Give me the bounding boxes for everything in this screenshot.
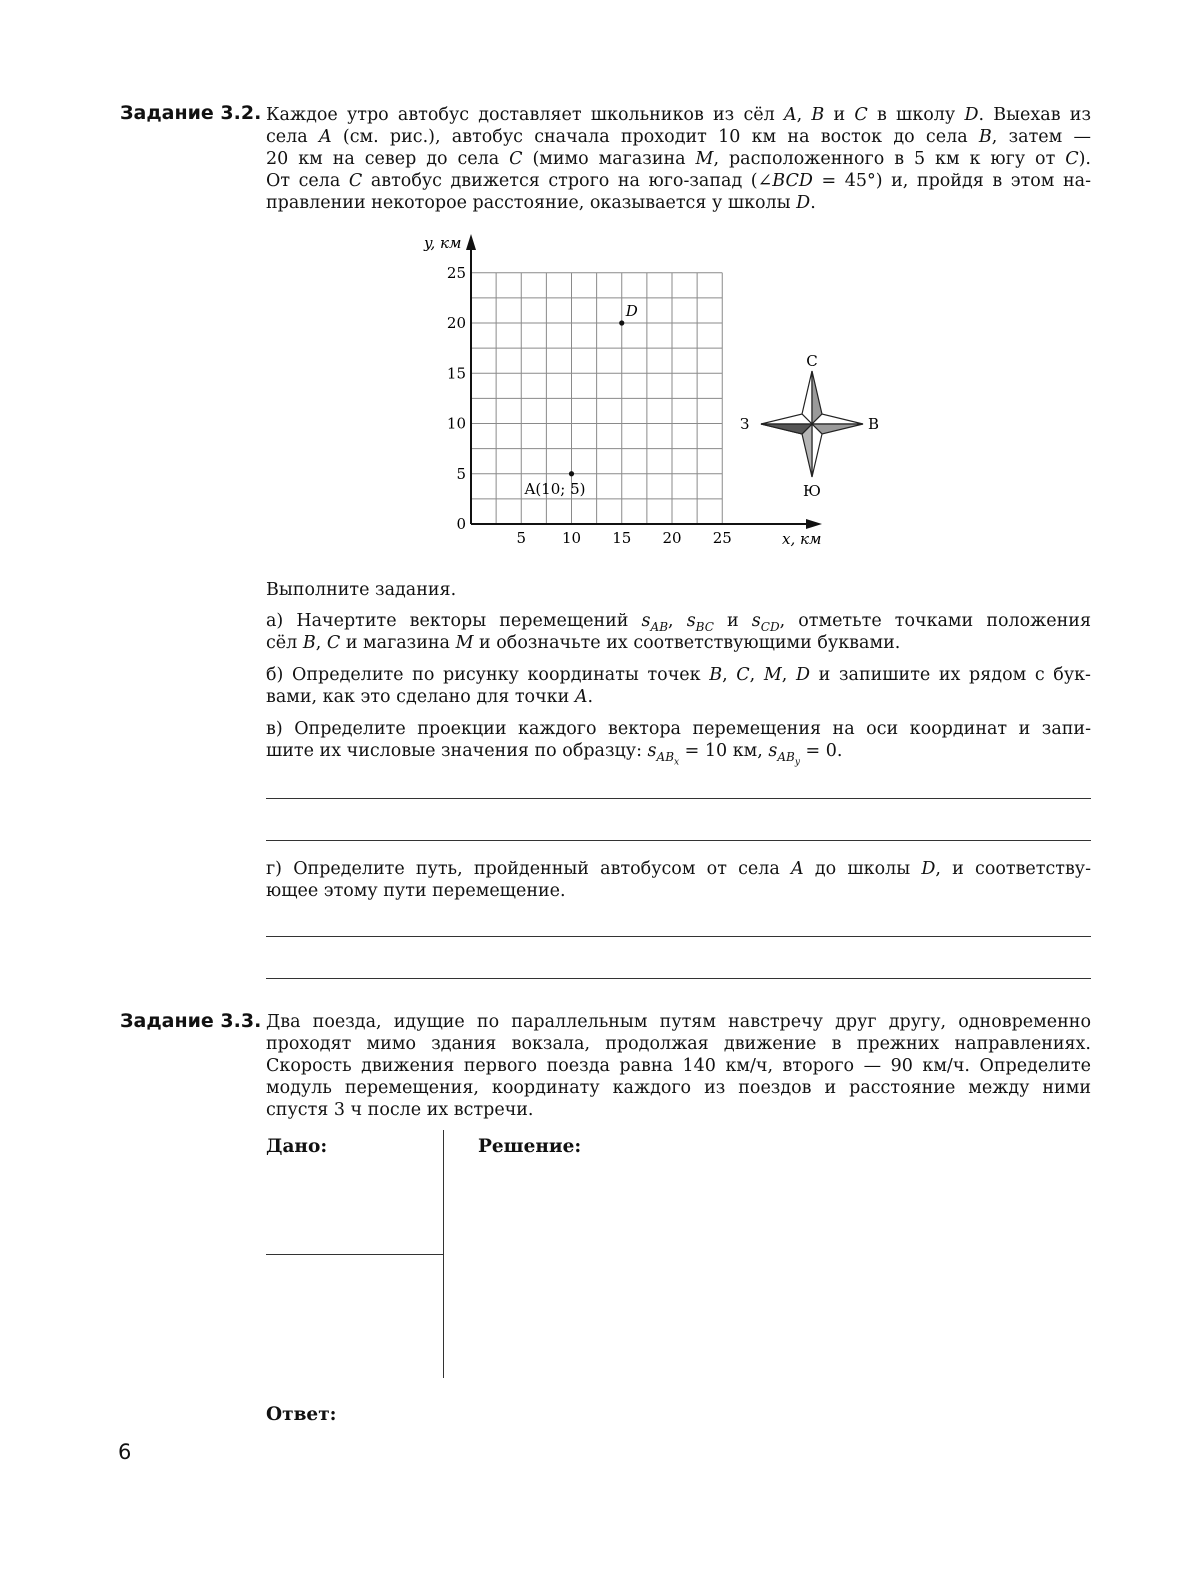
given-field[interactable]: [266, 1150, 436, 1250]
y-tick-label: 15: [446, 364, 466, 383]
data-point-label: D: [625, 302, 638, 320]
answer-line[interactable]: [266, 798, 1091, 799]
task-3-3-line-5: спустя 3 ч после их встречи.: [266, 1100, 534, 1120]
answer-line[interactable]: [266, 978, 1091, 979]
item-g-line-1: г) Определите путь, пройденный автобусом от села A до школы D, и соответству-: [266, 859, 1092, 879]
given-find-divider: [266, 1254, 444, 1255]
y-axis-arrow: [466, 234, 476, 250]
vector-s-ab: $s_{AB}$: [641, 611, 669, 634]
answer-field[interactable]: [340, 1400, 1090, 1430]
coordinate-grid-figure: [0, 0, 1200, 600]
compass-rose-icon: [761, 371, 863, 477]
y-tick-label: 5: [456, 464, 466, 483]
y-tick-label: 20: [446, 314, 466, 332]
given-label: Дано:: [266, 1136, 328, 1157]
x-tick-label: 20: [662, 529, 682, 547]
solution-label: Решение:: [478, 1136, 582, 1157]
task-3-2-line-2: села A (см. рис.), автобус сначала проходит 10 км на восток до села B, затем —: [266, 127, 1091, 147]
solution-field[interactable]: [460, 1160, 1090, 1370]
x-axis-label: x, км: [782, 530, 822, 548]
task-3-3-text: [266, 1011, 1091, 1121]
vector-s-cd: $s_{CD}$: [751, 611, 780, 634]
axes: [466, 234, 822, 529]
data-points: [524, 302, 638, 498]
item-v-line-1: в) Определите проекции каждого вектора перемещения на оси координат и запи-: [266, 719, 1091, 739]
task-3-3-line-3: Скорость движения первого поезда равна 140 км/ч, второго — 90 км/ч. Определите: [266, 1056, 1091, 1076]
item-b-line-1: б) Определите по рисунку координаты точек B, C, M, D и запишите их рядом с бук-: [266, 665, 1091, 685]
compass-north-label: С: [806, 352, 818, 370]
answer-line[interactable]: [266, 936, 1091, 937]
item-g-line-2: ющее этому пути перемещение.: [266, 881, 566, 901]
instructions-intro: Выполните задания.: [266, 580, 457, 600]
compass-east-label: В: [868, 415, 880, 433]
y-tick-label: 25: [446, 263, 466, 282]
task-3-2-line-3: 20 км на север до села C (мимо магазина M, расположенного в 5 км к югу от C).: [266, 149, 1091, 169]
compass-south-label: Ю: [803, 482, 821, 500]
item-v-line-2: шите их числовые значения по образцу: $s_{AB_x} = 10$ км, $s_{AB_y} = 0$.: [266, 741, 843, 767]
y-tick-label: 10: [446, 414, 466, 433]
task-3-3-label: Задание 3.3.: [120, 1010, 262, 1032]
x-tick-label: 10: [561, 529, 582, 547]
x-tick-labels: [516, 529, 731, 547]
data-point: [619, 320, 624, 325]
grid-lines: [471, 273, 722, 524]
item-b: [266, 664, 1091, 708]
data-point-label: A(10; 5): [524, 479, 586, 498]
compass-west-label: З: [740, 415, 750, 433]
task-3-3-line-2: проходят мимо здания вокзала, продолжая движение в прежних направлениях.: [266, 1034, 1091, 1054]
task-3-2-label: Задание 3.2.: [120, 102, 262, 124]
task-3-2-line-5: правлении некоторое расстояние, оказывается у школы D.: [266, 193, 816, 213]
task-3-2-line-1: Каждое утро автобус доставляет школьников из сёл A, B и C в школу D. Выехав из: [266, 105, 1091, 125]
item-g: [266, 858, 1091, 902]
task-3-3-line-4: модуль перемещения, координату каждого из поездов и расстояние между ними: [266, 1078, 1091, 1098]
item-a-line-1: а) Начертите векторы перемещений $s_{AB}$, $s_{BC}$ и $s_{CD}$, отметьте точками положения: [266, 611, 1091, 634]
item-v: [266, 718, 1091, 767]
x-tick-label: 25: [712, 529, 732, 547]
data-point: [569, 471, 574, 476]
task-3-3-line-1: Два поезда, идущие по параллельным путям навстречу друг другу, одновременно: [266, 1012, 1091, 1032]
page-number: 6: [118, 1440, 132, 1464]
x-axis-arrow: [806, 519, 822, 529]
vector-s-bc: $s_{BC}$: [686, 611, 714, 634]
item-a-line-2: сёл B, C и магазина M и обозначьте их соответствующими буквами.: [266, 633, 901, 653]
x-tick-label: 15: [612, 529, 632, 547]
y-tick-labels: [447, 264, 466, 533]
item-b-line-2: вами, как это сделано для точки A.: [266, 687, 594, 707]
x-tick-label: 5: [516, 529, 527, 547]
answer-line[interactable]: [266, 840, 1091, 841]
y-tick-label: 0: [456, 515, 466, 533]
item-a: [266, 610, 1091, 654]
answer-label: Ответ:: [266, 1404, 337, 1425]
task-3-2-line-4: От села C автобус движется строго на юго-запад (∠BCD = 45°) и, пройдя в этом на-: [266, 171, 1091, 191]
y-axis-label: y, км: [424, 234, 462, 252]
